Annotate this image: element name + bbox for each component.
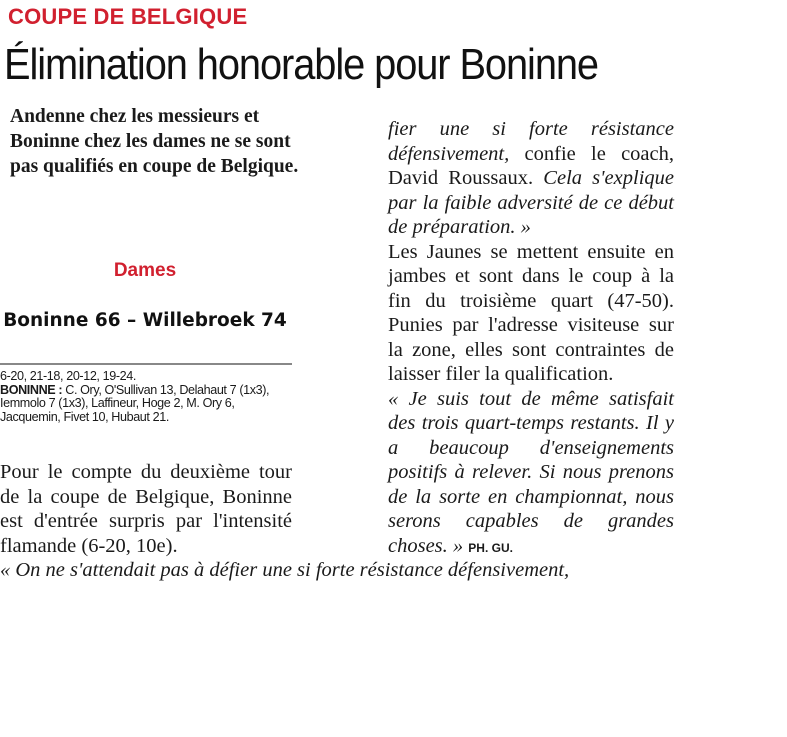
body-paragraph-2: Les Jaunes se mettent ensuite en jambes et sont dans le coup à la fin du troisième quart (47-50). Punies par l'adresse visiteuse sur la zone, elles sont contraintes de laisser filer la qualification. bbox=[388, 240, 674, 385]
match-score-title: Boninne 66 – Willebroek 74 bbox=[3, 310, 287, 331]
body-paragraph-1: Pour le compte du deuxième tour de la coupe de Belgique, Boninne est d'entrée surpris par l'intensité flamande (6-20, 10e). bbox=[0, 461, 292, 557]
lineup bbox=[0, 384, 292, 425]
quote-1-attribution: confie le coach, David Roussaux. bbox=[388, 142, 674, 189]
section-label-dames: Dames bbox=[113, 260, 177, 281]
body-column-2 bbox=[388, 117, 674, 560]
body-quote-2 bbox=[388, 387, 674, 561]
quarter-scores: 6-20, 21-18, 20-12, 19-24. bbox=[0, 369, 136, 383]
author-signature: PH. GU. bbox=[468, 540, 513, 555]
quote-1-start-text: « On ne s'attendait pas à défier une si forte résistance défensivement, bbox=[0, 559, 570, 581]
quote-1-end: Cela s'explique par la faible adversité de ce début de préparation. » bbox=[388, 167, 674, 238]
quote-2-text: « Je suis tout de même satisfait des trois quart-temps restants. Il y a beaucoup d'enseignements positifs à relever. Si nous prenons de la sorte en championnat, nous serons capables de grandes choses. » bbox=[388, 387, 674, 557]
article-kicker: COUPE DE BELGIQUE bbox=[8, 4, 248, 29]
body-quote-1-continued bbox=[388, 117, 674, 240]
quote-1-continued-text: fier une si forte résistance défensivement, bbox=[388, 118, 674, 165]
match-details bbox=[0, 370, 292, 424]
article-headline: Élimination honorable pour Boninne bbox=[4, 40, 599, 89]
body-quote-1-start bbox=[0, 558, 570, 583]
divider-rule bbox=[0, 363, 292, 365]
article-lead: Andenne chez les messieurs et Boninne chez les dames ne se sont pas qualifiés en coupe de Belgique. bbox=[10, 106, 299, 177]
players-list: C. Ory, O'Sullivan 13, Delahaut 7 (1x3), Iemmolo 7 (1x3), Laffineur, Hoge 2, M. Ory 6, Jacquemin, Fivet 10, Hubaut 21. bbox=[0, 382, 270, 424]
team-label: BONINNE : bbox=[0, 382, 63, 397]
